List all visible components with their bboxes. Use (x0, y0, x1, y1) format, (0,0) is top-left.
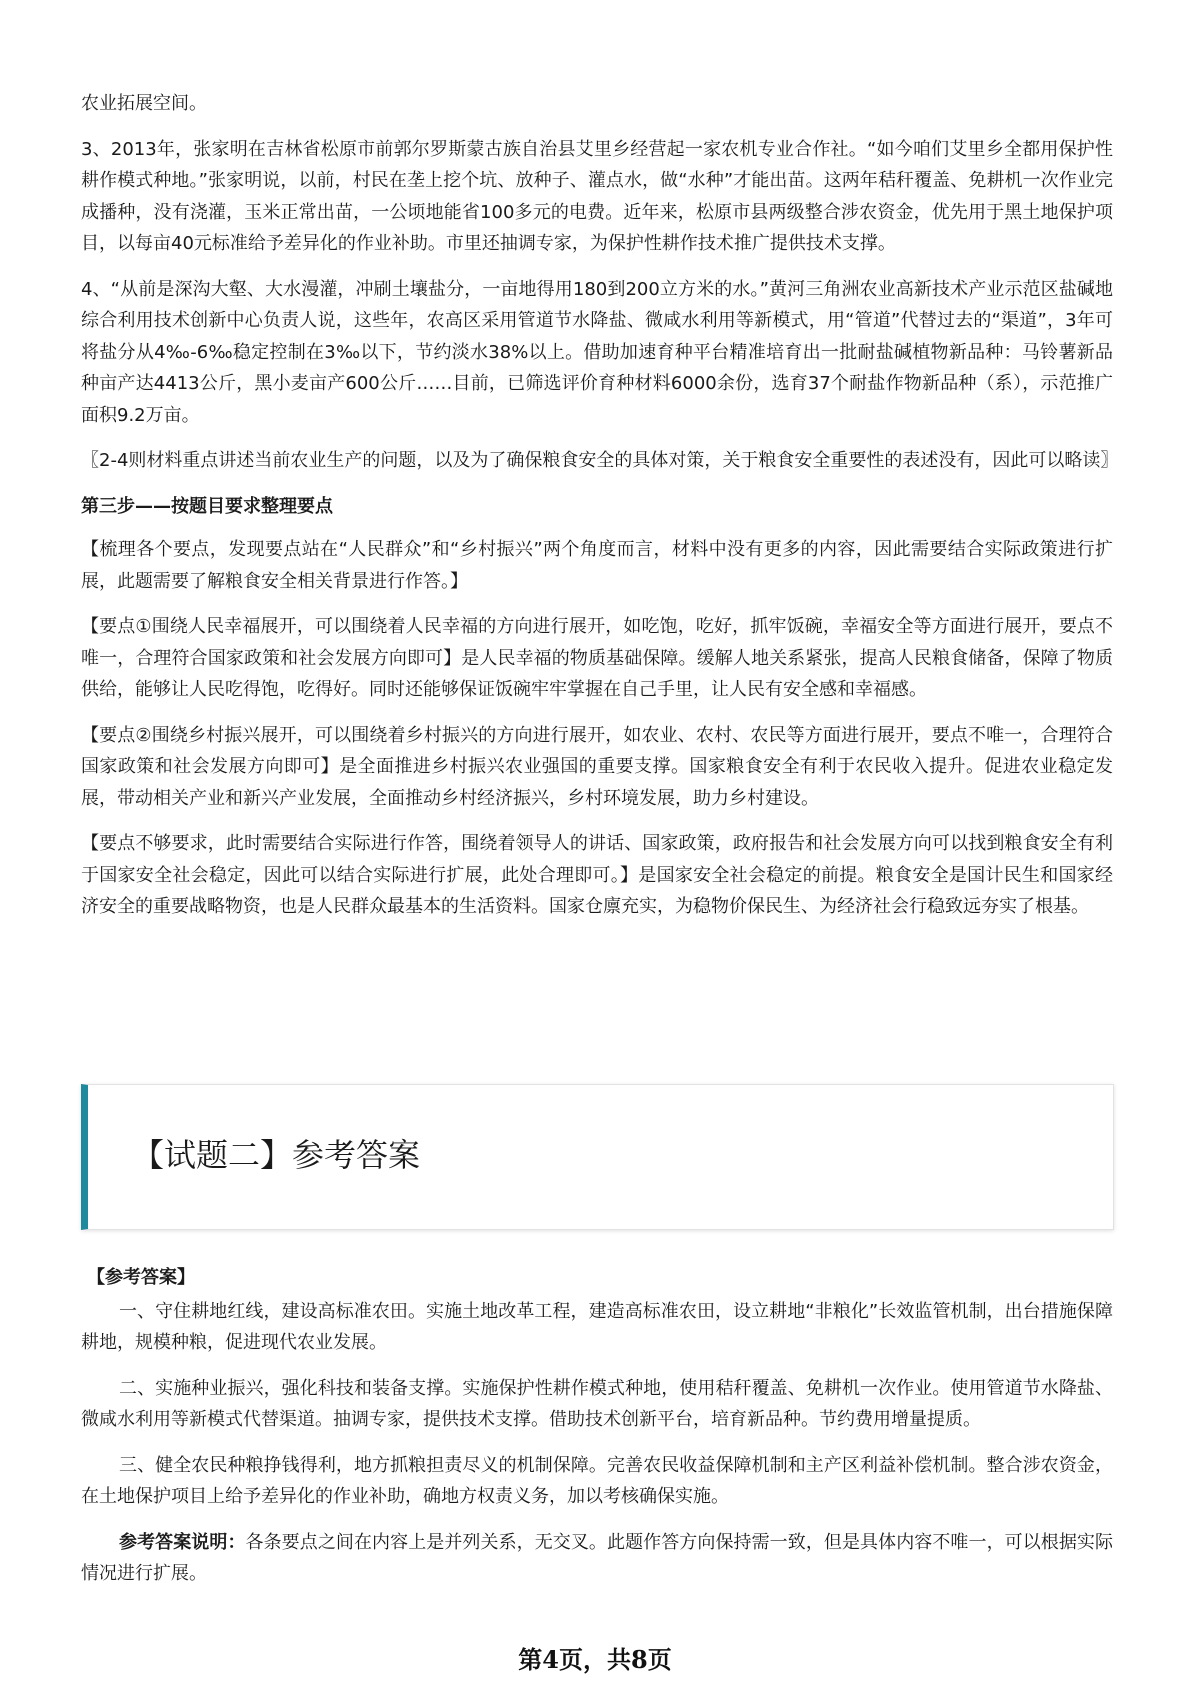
section-title: 【试题二】参考答案 (132, 1136, 421, 1174)
answer-label: 【参考答案】 (87, 1267, 195, 1288)
key-point-1: 【要点①围绕人民幸福展开，可以围绕着人民幸福的方向进行展开，如吃饱，吃好，抓牢饭碗，幸福安全等方面进行展开，要点不唯一，合理符合国家政策和社会发展方向即可】是人民幸福的物质基础保障。缓解人地关系紧张，提高人民粮食储备，保障了物质供给，能够让人民吃得饱，吃得好。同时还能够保证饭碗牢牢掌握在自己手里，让人民有安全感和幸福感。 (81, 616, 1113, 700)
intro-fragment: 农业拓展空间。 (81, 93, 207, 114)
key-point-2: 【要点②围绕乡村振兴展开，可以围绕着乡村振兴的方向进行展开，如农业、农村、农民等方面进行展开，要点不唯一，合理符合国家政策和社会发展方向即可】是全面推进乡村振兴农业强国的重要支撑。国家粮食安全有利于农民收入提升。促进农业稳定发展，带动相关产业和新兴产业发展，全面推动乡村经济振兴，乡村环境发展，助力乡村建设。 (81, 724, 1113, 809)
material-content (81, 88, 1119, 937)
answer-note-label: 参考答案说明： (119, 1531, 246, 1553)
step3-heading: 第三步——按题目要求整理要点 (81, 495, 333, 517)
reference-answer-block (81, 1262, 1113, 1590)
step3-intro: 【梳理各个要点，发现要点站在“人民群众”和“乡村振兴”两个角度而言，材料中没有更多的内容，因此需要结合实际政策进行扩展，此题需要了解粮食安全相关背景进行作答。】 (81, 539, 1113, 592)
answer-item-3: 三、健全农民种粮挣钱得利，地方抓粮担责尽义的机制保障。完善农民收益保障机制和主产区利益补偿机制。整合涉农资金，在土地保护项目上给予差异化的作业补助，确地方权责义务，加以考核确保实施。 (81, 1454, 1113, 1507)
material-paragraph-4: 4、“从前是深沟大壑、大水漫灌，冲刷土壤盐分，一亩地得用180到200立方米的水。”黄河三角洲农业高新技术产业示范区盐碱地综合利用技术创新中心负责人说，这些年，农高区采用管道节水降盐、微咸水利用等新模式，用“管道”代替过去的“渠道”，3年可将盐分从4‰-6‰稳定控制在3‰以下，节约淡水38%以上。借助加速育种平台精准培育出一批耐盐碱植物新品种：马铃薯新品种亩产达4413公斤，黑小麦亩产600公斤……目前，已筛选评价育种材料6000余份，选育37个耐盐作物新品种（系），示范推广面积9.2万亩。 (81, 278, 1113, 426)
material-paragraph-3: 3、2013年，张家明在吉林省松原市前郭尔罗斯蒙古族自治县艾里乡经营起一家农机专业合作社。“如今咱们艾里乡全都用保护性耕作模式种地。”张家明说，以前，村民在垄上挖个坑、放种子、灌点水，做“水种”才能出苗。这两年秸秆覆盖、免耕机一次作业完成播种，没有浇灌，玉米正常出苗，一公顷地能省100多元的电费。近年来，松原市县两级整合涉农资金，优先用于黑土地保护项目，以每亩40元标准给予差异化的作业补助。市里还抽调专家，为保护性耕作技术推广提供技术支撑。 (81, 138, 1113, 254)
key-point-3: 【要点不够要求，此时需要结合实际进行作答，围绕着领导人的讲话、国家政策，政府报告和社会发展方向可以找到粮食安全有利于国家安全社会稳定，因此可以结合实际进行扩展，此处合理即可。】是国家安全社会稳定的前提。粮食安全是国计民生和国家经济安全的重要战略物资，也是人民群众最基本的生活资料。国家仓廪充实，为稳物价保民生、为经济社会行稳致远夯实了根基。 (81, 833, 1113, 917)
answer-item-2: 二、实施种业振兴，强化科技和装备支撑。实施保护性耕作模式种地，使用秸秆覆盖、免耕机一次作业。使用管道节水降盐、微咸水利用等新模式代替渠道。抽调专家，提供技术支撑。借助技术创新平台，培育新品种。节约费用增量提质。 (81, 1377, 1113, 1430)
skip-reading-note: 〖2-4则材料重点讲述当前农业生产的问题，以及为了确保粮食安全的具体对策，关于粮食安全重要性的表述没有，因此可以略读〗 (81, 450, 1119, 471)
answer-note (81, 1527, 1113, 1590)
answer-item-1: 一、守住耕地红线，建设高标准农田。实施土地改革工程，建造高标准农田，设立耕地“非粮化”长效监管机制，出台措施保障耕地，规模种粮，促进现代农业发展。 (81, 1300, 1113, 1353)
answer-note-text: 各条要点之间在内容上是并列关系，无交叉。此题作答方向保持需一致，但是具体内容不唯一，可以根据实际情况进行扩展。 (81, 1531, 1114, 1584)
section-title-box (81, 1084, 1114, 1230)
page-number: 第4页，共8页 (518, 1645, 672, 1674)
